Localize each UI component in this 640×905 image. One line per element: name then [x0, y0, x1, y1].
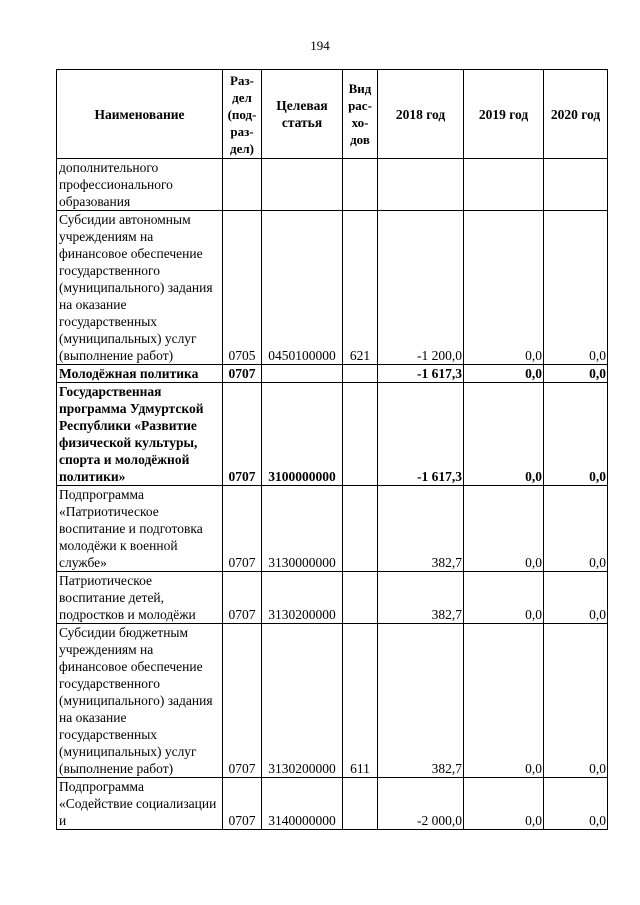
header-2019: 2019 год [464, 70, 544, 159]
cell-2020 [544, 159, 608, 211]
cell-name: Субсидии автономным учреждениям на финансовое обеспечение государственного (муниципального) задания на оказание государственных (муниципальных) услуг (выполнение работ) [57, 211, 223, 365]
header-2018: 2018 год [378, 70, 464, 159]
table-row [57, 159, 608, 211]
cell-type [343, 572, 378, 624]
cell-name: Патриотическое воспитание детей, подростков и молодёжи [57, 572, 223, 624]
cell-2018: 382,7 [378, 572, 464, 624]
cell-2020: 0,0 [544, 572, 608, 624]
cell-2019: 0,0 [464, 572, 544, 624]
cell-2020: 0,0 [544, 211, 608, 365]
table-row [57, 572, 608, 624]
cell-type: 621 [343, 211, 378, 365]
cell-2018: -1 617,3 [378, 365, 464, 383]
header-section: Раз- дел (под- раз- дел) [223, 70, 262, 159]
cell-section: 0705 [223, 211, 262, 365]
cell-name: Подпрограмма «Патриотическое воспитание и подготовка молодёжи к военной службе» [57, 486, 223, 572]
cell-2020: 0,0 [544, 383, 608, 486]
cell-2018: 382,7 [378, 486, 464, 572]
table-row [57, 365, 608, 383]
cell-type [343, 778, 378, 830]
cell-name: Подпрограмма «Содействие социализации и [57, 778, 223, 830]
cell-2020: 0,0 [544, 778, 608, 830]
cell-target: 3100000000 [262, 383, 343, 486]
cell-2018: -1 617,3 [378, 383, 464, 486]
page-number: 194 [310, 38, 330, 53]
cell-2018 [378, 159, 464, 211]
header-name: Наименование [57, 70, 223, 159]
cell-target: 3130200000 [262, 572, 343, 624]
cell-name: Молодёжная политика [57, 365, 223, 383]
header-2020: 2020 год [544, 70, 608, 159]
cell-section [223, 159, 262, 211]
cell-2019: 0,0 [464, 365, 544, 383]
cell-2019: 0,0 [464, 778, 544, 830]
table-row [57, 211, 608, 365]
table-row [57, 383, 608, 486]
budget-table [56, 69, 608, 830]
cell-2020: 0,0 [544, 624, 608, 778]
cell-type: 611 [343, 624, 378, 778]
table-row [57, 486, 608, 572]
cell-2019 [464, 159, 544, 211]
cell-section: 0707 [223, 383, 262, 486]
cell-target: 3140000000 [262, 778, 343, 830]
cell-2019: 0,0 [464, 486, 544, 572]
cell-target [262, 365, 343, 383]
cell-target: 3130200000 [262, 624, 343, 778]
cell-type [343, 365, 378, 383]
cell-type [343, 486, 378, 572]
cell-target: 0450100000 [262, 211, 343, 365]
cell-2019: 0,0 [464, 383, 544, 486]
cell-section: 0707 [223, 365, 262, 383]
cell-2020: 0,0 [544, 486, 608, 572]
header-target: Целевая статья [262, 70, 343, 159]
cell-name: дополнительного профессионального образования [57, 159, 223, 211]
cell-type [343, 383, 378, 486]
cell-name: Субсидии бюджетным учреждениям на финансовое обеспечение государственного (муниципального) задания на оказание государственных (муниципальных) услуг (выполнение работ) [57, 624, 223, 778]
cell-section: 0707 [223, 778, 262, 830]
cell-name: Государственная программа Удмуртской Республики «Развитие физической культуры, спорта и молодёжной политики» [57, 383, 223, 486]
cell-2018: -2 000,0 [378, 778, 464, 830]
cell-2018: 382,7 [378, 624, 464, 778]
cell-2020: 0,0 [544, 365, 608, 383]
header-row [57, 70, 608, 159]
cell-target [262, 159, 343, 211]
cell-section: 0707 [223, 624, 262, 778]
cell-target: 3130000000 [262, 486, 343, 572]
table-row [57, 624, 608, 778]
cell-type [343, 159, 378, 211]
header-type: Вид рас- хо- дов [343, 70, 378, 159]
cell-2018: -1 200,0 [378, 211, 464, 365]
cell-section: 0707 [223, 486, 262, 572]
cell-2019: 0,0 [464, 624, 544, 778]
cell-section: 0707 [223, 572, 262, 624]
cell-2019: 0,0 [464, 211, 544, 365]
table-row [57, 778, 608, 830]
